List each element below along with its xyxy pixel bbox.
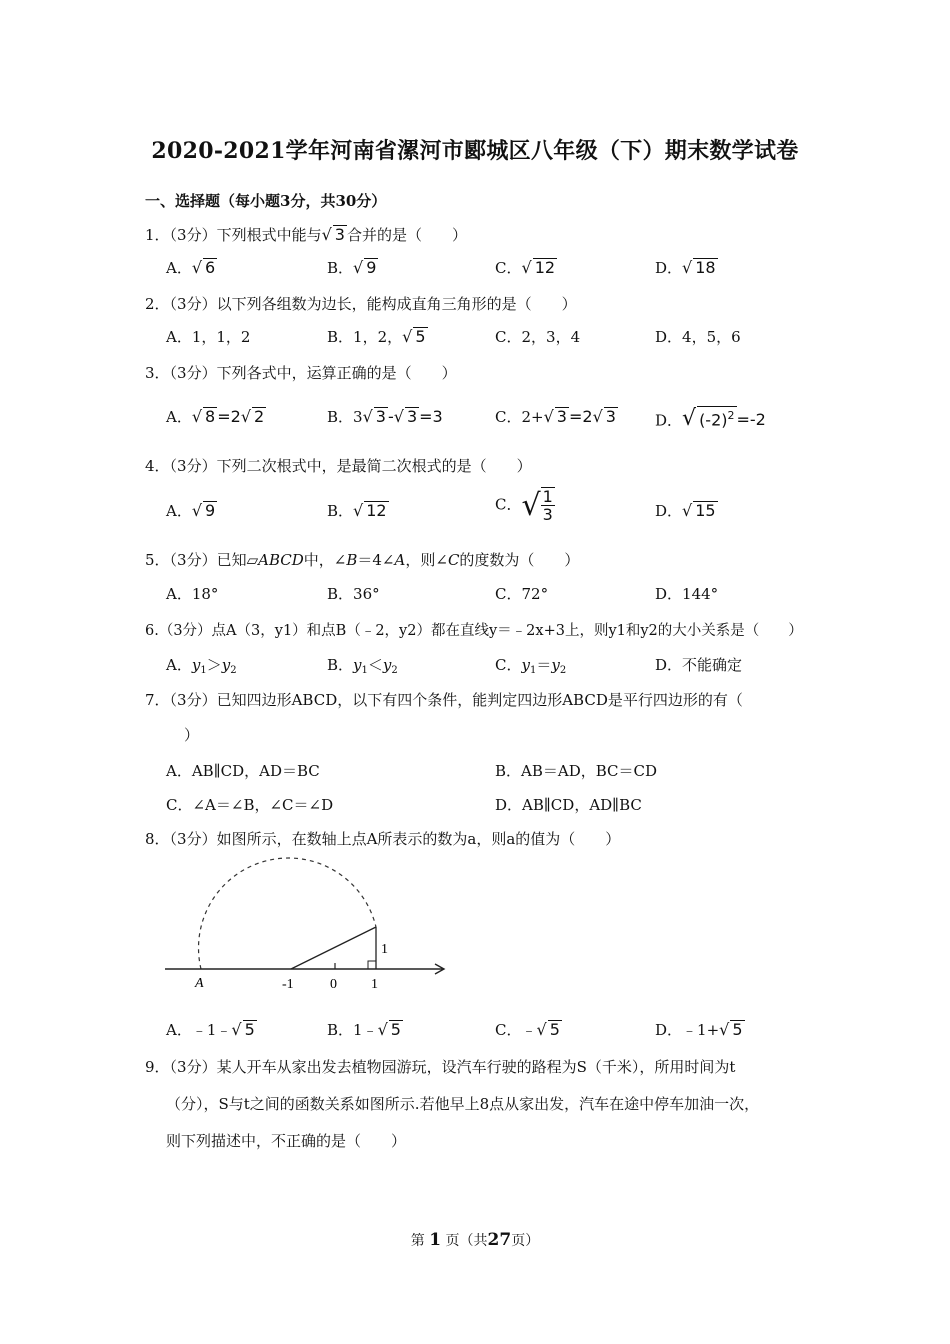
q7-option-a: A．AB∥CD，AD＝BC: [166, 762, 320, 780]
label-one: 1: [371, 977, 378, 992]
q2-option-d: D．4，5，6: [655, 328, 741, 346]
q8-option-a: A．﹣1﹣√ 5: [166, 1020, 255, 1039]
hypotenuse: [291, 927, 376, 969]
q3-option-b: B．3√ 3 -√ 3 =3: [327, 407, 443, 426]
q5-option-d: D．144°: [655, 585, 719, 603]
q1-option-d: D．√ 18: [655, 258, 716, 277]
q4-option-b: B．√ 12: [327, 501, 387, 520]
question-3: 3．（3分）下列各式中，运算正确的是（ ）: [145, 364, 457, 382]
q1-option-a: A．√ 6: [166, 258, 216, 277]
q5-option-c: C．72°: [495, 585, 549, 603]
q6-option-d: D．不能确定: [655, 656, 743, 674]
right-angle-mark: [368, 961, 376, 969]
q8-option-c: C．﹣√ 5: [495, 1020, 560, 1039]
question-1: 1．（3分）下列根式中能与√ 3 合并的是（ ）: [145, 225, 467, 244]
q4-option-a: A．√ 9: [166, 501, 216, 520]
question-9-line2: （分），S与t之间的函数关系如图所示.若他早上8点从家出发，汽车在途中停车加油一次，: [166, 1095, 760, 1113]
question-5: 5．（3分）已知▱ABCD中，∠B＝4∠A，则∠C的度数为（ ）: [145, 551, 580, 569]
q2-option-a: A．1，1，2: [166, 328, 251, 346]
q5-option-b: B．36°: [327, 585, 380, 603]
label-minus-one: -1: [282, 977, 294, 992]
q3-option-c: C．2+√ 3 =2√ 3: [495, 407, 616, 426]
label-point-a: A: [195, 976, 204, 991]
q1-option-b: B．√ 9: [327, 258, 377, 277]
question-7-line1: 7．（3分）已知四边形ABCD，以下有四个条件，能判定四边形ABCD是平行四边形的有（: [145, 691, 743, 709]
q7-option-c: C．∠A＝∠B，∠C＝∠D: [166, 796, 334, 814]
q1-option-c: C．√ 12: [495, 258, 556, 277]
q7-option-d: D．AB∥CD，AD∥BC: [495, 796, 642, 814]
q2-option-b: B．1，2，√ 5: [327, 327, 426, 346]
page-title: 2020-2021学年河南省漯河市郾城区八年级（下）期末数学试卷: [151, 138, 799, 164]
q4-option-d: D．√ 15: [655, 501, 716, 520]
q7-option-b: B．AB＝AD，BC＝CD: [495, 762, 658, 780]
number-line-figure: [155, 855, 455, 995]
q6-option-c: C．$y_1=y_2$: [495, 656, 567, 676]
q4-option-c: C．√ $\frac{1}{3}$: [495, 487, 553, 524]
q8-option-b: B．1﹣√ 5: [327, 1020, 401, 1039]
label-zero: 0: [330, 977, 337, 992]
section-heading: 一、选择题（每小题3分，共30分）: [145, 192, 387, 210]
q2-option-c: C．2，3，4: [495, 328, 581, 346]
question-9-line3: 则下列描述中，不正确的是（ ）: [166, 1132, 407, 1150]
question-9-line1: 9．（3分）某人开车从家出发去植物园游玩，设汽车行驶的路程为S（千米），所用时间为t: [145, 1058, 736, 1076]
question-4: 4．（3分）下列二次根式中，是最简二次根式的是（ ）: [145, 457, 532, 475]
q5-option-a: A．18°: [166, 585, 219, 603]
dashed-arc: [199, 858, 376, 969]
q6-option-a: A．$y_1>y_2$: [166, 656, 237, 676]
page-footer: 第 1 页（共27页）: [410, 1230, 540, 1250]
question-7-line2: ）: [184, 726, 200, 744]
q3-option-d: D．√ $(-2)^2 =-2$: [655, 406, 766, 432]
question-6: 6.（3分）点A（3，y1）和点B（﹣2，y2）都在直线y＝﹣2x+3上，则y1和y2的大小关系是（ ）: [145, 623, 803, 639]
q6-option-b: B．$y_1<y_2$: [327, 656, 398, 676]
question-8: 8．（3分）如图所示，在数轴上点A所表示的数为a，则a的值为（ ）: [145, 830, 621, 848]
label-height: 1: [381, 942, 388, 957]
q8-option-d: D．﹣1+√ 5: [655, 1020, 743, 1039]
q3-option-a: A．√ 8 =2√ 2: [166, 407, 265, 426]
question-2: 2．（3分）以下列各组数为边长，能构成直角三角形的是（ ）: [145, 295, 577, 313]
